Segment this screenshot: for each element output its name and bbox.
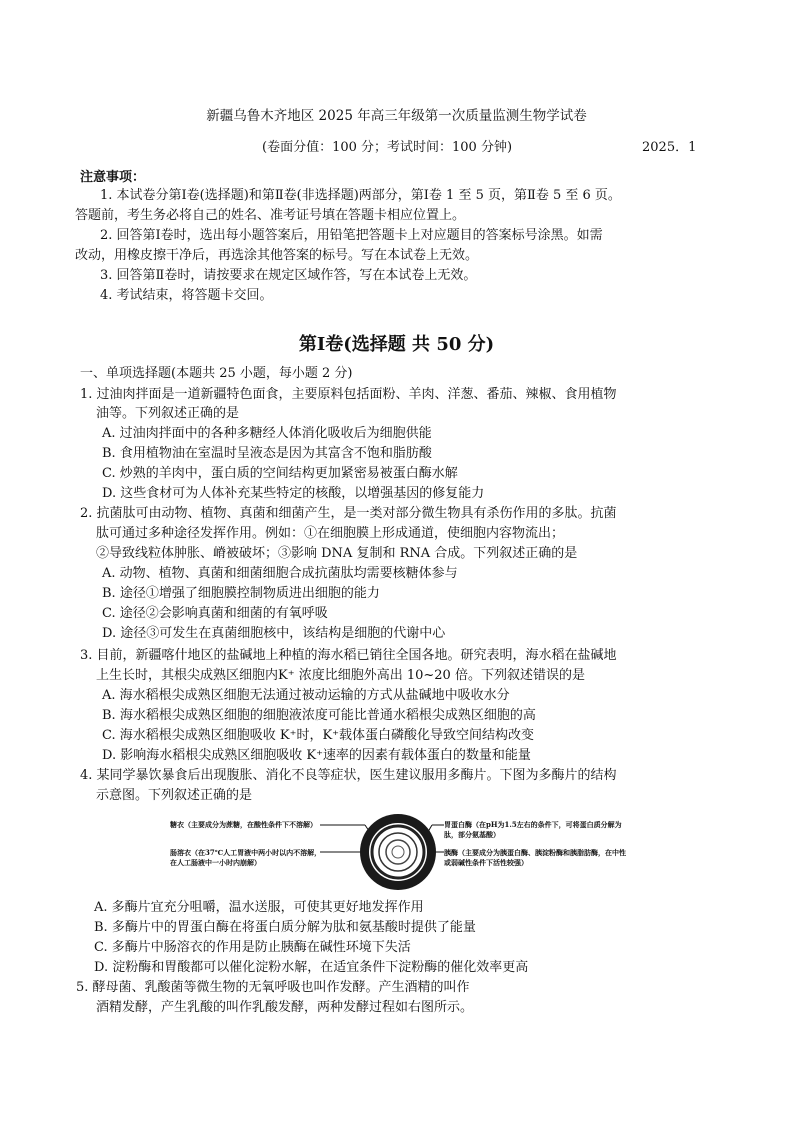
option: B. 海水稻根尖成熟区细胞的细胞液浓度可能比普通水稻根尖成熟区细胞的高: [102, 708, 536, 723]
option: D. 影响海水稻根尖成熟区细胞吸收 K⁺速率的因素有载体蛋白的数量和能量: [102, 748, 531, 763]
option: D. 淀粉酶和胃酸都可以催化淀粉水解，在适宜条件下淀粉酶的催化效率更高: [94, 960, 529, 975]
question-stem: 油等。下列叙述正确的是: [96, 406, 240, 421]
label-pepsin: 胃蛋白酶（在pH为1.5左右的条件下，可将蛋白质分解为肽，部分氨基酸）: [444, 820, 622, 839]
option: C. 海水稻根尖成熟区细胞吸收 K⁺时，K⁺载体蛋白磷酸化导致空间结构改变: [102, 728, 535, 743]
section-title: 第Ⅰ卷(选择题 共 50 分): [298, 334, 495, 355]
part-heading: 一、单项选择题(本题共 25 小题，每小题 2 分): [80, 366, 353, 381]
notice-line: 答题前，考生务必将自己的姓名、准考证号填在答题卡相应位置上。: [75, 208, 466, 223]
label-pancreatin: 胰酶（主要成分为胰蛋白酶、胰淀粉酶和胰脂肪酶，在中性或弱碱性条件下活性较强）: [444, 848, 626, 867]
question-stem: 酒精发酵，产生乳酸的叫作乳酸发酵，两种发酵过程如右图所示。: [96, 1000, 474, 1015]
exam-title: 新疆乌鲁木齐地区 2025 年高三年级第一次质量监测生物学试卷: [206, 108, 587, 124]
question-stem: ②导致线粒体肿胀、嵴被破坏；③影响 DNA 复制和 RNA 合成。下列叙述正确的是: [96, 546, 578, 561]
tablet-diagram: [170, 812, 630, 892]
exam-subtitle: (卷面分值：100 分；考试时间：100 分钟): [262, 140, 513, 155]
exam-date: 2025．1: [642, 140, 697, 155]
option: D. 途径③可发生在真菌细胞核中，该结构是细胞的代谢中心: [102, 626, 446, 641]
notice-heading: 注意事项：: [80, 170, 146, 185]
option: B. 多酶片中的胃蛋白酶在将蛋白质分解为肽和氨基酸时提供了能量: [94, 920, 476, 935]
notice-line: 改动，用橡皮擦干净后，再选涂其他答案的标号。写在本试卷上无效。: [75, 248, 479, 263]
question-stem: 1. 过油肉拌面是一道新疆特色面食，主要原料包括面粉、羊肉、洋葱、番茄、辣椒、食用植物: [80, 387, 617, 402]
enzyme-tablet-figure: [170, 812, 630, 892]
notice-line: 4. 考试结束，将答题卡交回。: [100, 288, 273, 303]
option: C. 多酶片中肠溶衣的作用是防止胰酶在碱性环境下失活: [94, 940, 411, 955]
label-enteric-coat: 肠溶衣（在37℃人工胃液中两小时以内不溶解，在人工肠液中一小时内崩解）: [170, 848, 322, 867]
option: A. 海水稻根尖成熟区细胞无法通过被动运输的方式从盐碱地中吸收水分: [102, 688, 510, 703]
option: B. 途径①增强了细胞膜控制物质进出细胞的能力: [102, 586, 380, 601]
option: C. 炒熟的羊肉中，蛋白质的空间结构更加紧密易被蛋白酶水解: [102, 466, 458, 481]
option: A. 动物、植物、真菌和细菌细胞合成抗菌肽均需要核糖体参与: [102, 566, 458, 581]
question-stem: 示意图。下列叙述正确的是: [96, 788, 253, 803]
label-sugar-coat: 糖衣（主要成分为蔗糖，在酸性条件下不溶解）: [170, 820, 317, 829]
question-stem: 肽可通过多种途径发挥作用。例如：①在细胞膜上形成通道，使细胞内容物流出；: [96, 526, 565, 541]
question-stem: 上生长时，其根尖成熟区细胞内K⁺ 浓度比细胞外高出 10~20 倍。下列叙述错误的是: [96, 668, 585, 683]
notice-line: 2. 回答第Ⅰ卷时，选出每小题答案后，用铅笔把答题卡上对应题目的答案标号涂黑。如需: [100, 228, 603, 243]
option: A. 过油肉拌面中的各种多糖经人体消化吸收后为细胞供能: [102, 426, 432, 441]
notice-line: 1. 本试卷分第Ⅰ卷(选择题)和第Ⅱ卷(非选择题)两部分，第Ⅰ卷 1 至 5 页，第Ⅱ卷 5 至 6 页。: [100, 188, 621, 203]
option: B. 食用植物油在室温时呈液态是因为其富含不饱和脂肪酸: [102, 446, 432, 461]
question-stem: 2. 抗菌肽可由动物、植物、真菌和细菌产生，是一类对部分微生物具有杀伤作用的多肽。抗菌: [80, 506, 617, 521]
option: C. 途径②会影响真菌和细菌的有氧呼吸: [102, 606, 328, 621]
notice-line: 3. 回答第Ⅱ卷时，请按要求在规定区域作答，写在本试卷上无效。: [100, 268, 477, 283]
question-stem: 3. 目前，新疆喀什地区的盐碱地上种植的海水稻已销往全国各地。研究表明，海水稻在盐碱地: [80, 648, 617, 663]
question-stem: 4. 某同学暴饮暴食后出现腹胀、消化不良等症状，医生建议服用多酶片。下图为多酶片的结构: [80, 768, 617, 783]
option: D. 这些食材可为人体补充某些特定的核酸，以增强基因的修复能力: [102, 486, 485, 501]
question-stem: 5. 酵母菌、乳酸菌等微生物的无氧呼吸也叫作发酵。产生酒精的叫作: [76, 980, 470, 995]
option: A. 多酶片宜充分咀嚼，温水送服，可使其更好地发挥作用: [94, 900, 424, 915]
